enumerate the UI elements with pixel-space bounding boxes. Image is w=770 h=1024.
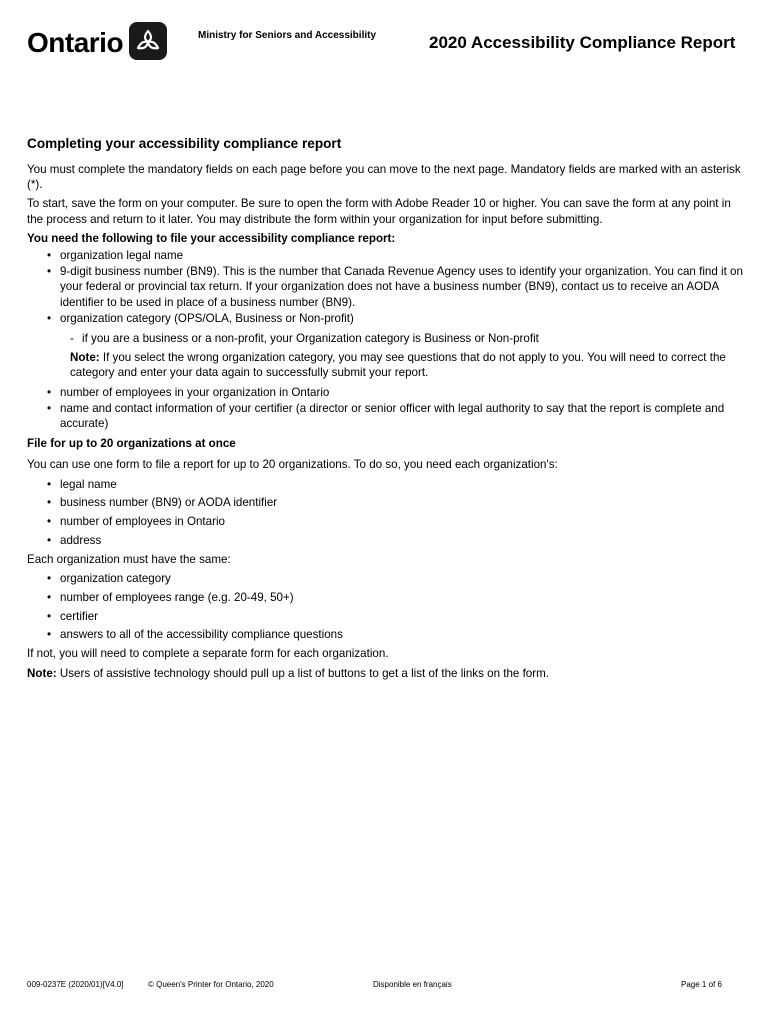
multi-org-paragraph: You can use one form to file a report for up to 20 organizations. To do so, you need each organization's: — [27, 458, 558, 472]
multi-org-heading: File for up to 20 organizations at once — [27, 437, 236, 451]
save-form-paragraph: To start, save the form on your computer. Be sure to open the form with Adobe Reader 10 or higher. You can save the form at any point in the process and return to it later. You may distribute the form within your organization for input before submitting. — [27, 197, 731, 226]
ontario-logo — [27, 22, 167, 60]
list-item: - if you are a business or a non-profit, your Organization category is Business or Non-profit — [27, 331, 743, 346]
list-item: • legal name — [27, 477, 743, 492]
assistive-tech-note — [27, 666, 743, 681]
form-code: 009-0237E (2020/01)[V4.0] — [27, 980, 124, 989]
category-sublist — [27, 331, 743, 346]
list-item: • 9-digit business number (BN9). This is the number that Canada Revenue Agency uses to identify your organization. You can find it on your federal or provincial tax return. If your organization does not have a business number (BN9), contact us to receive an AODA identifier to be used in place of a business number (BN9). — [27, 264, 743, 310]
list-item: • organization legal name — [27, 248, 743, 263]
instructions-body — [27, 135, 743, 685]
mandatory-fields-paragraph: You must complete the mandatory fields on each page before you can move to the next page. Mandatory fields are marked with an asterisk (*). — [27, 163, 741, 192]
org-info-list — [27, 477, 743, 548]
page-number: Page 1 of 6 — [681, 980, 722, 989]
note-text: If you select the wrong organization category, you may see questions that do not apply to you. You will need to correct the category and enter your data again to successfully submit your report. — [70, 351, 726, 380]
list-item: • number of employees in Ontario — [27, 514, 743, 529]
note-text: Users of assistive technology should pull up a list of buttons to get a list of the links on the form. — [59, 666, 549, 680]
list-item: • address — [27, 533, 743, 548]
same-requirements-paragraph: Each organization must have the same: — [27, 552, 231, 566]
list-item: • certifier — [27, 609, 743, 624]
note-label: Note: — [27, 666, 57, 680]
logo-wordmark: Ontario — [27, 27, 124, 58]
list-item: • business number (BN9) or AODA identifier — [27, 495, 743, 510]
ministry-name: Ministry for Seniors and Accessibility — [198, 30, 377, 41]
requirements-lead: You need the following to file your accessibility compliance report: — [27, 231, 396, 245]
list-item: • name and contact information of your certifier (a director or senior officer with legal authority to say that the report is complete and accurate) — [27, 401, 743, 431]
french-availability: Disponible en français — [373, 980, 452, 989]
requirements-list-continued — [27, 385, 743, 432]
list-item: • organization category — [27, 571, 743, 586]
trillium-icon — [129, 22, 167, 60]
separate-form-paragraph: If not, you will need to complete a separate form for each organization. — [27, 647, 389, 661]
copyright: © Queen's Printer for Ontario, 2020 — [148, 980, 274, 989]
section-heading: Completing your accessibility compliance report — [27, 136, 342, 151]
category-note — [27, 350, 743, 380]
list-item: • number of employees in your organization in Ontario — [27, 385, 743, 400]
note-label: Note: — [70, 351, 100, 365]
same-requirements-list — [27, 571, 743, 642]
list-item: • organization category (OPS/OLA, Business or Non-profit) — [27, 311, 743, 326]
list-item: • number of employees range (e.g. 20-49, 50+) — [27, 590, 743, 605]
report-title: 2020 Accessibility Compliance Report — [429, 33, 736, 52]
list-item: • answers to all of the accessibility compliance questions — [27, 627, 743, 642]
requirements-list — [27, 248, 743, 326]
